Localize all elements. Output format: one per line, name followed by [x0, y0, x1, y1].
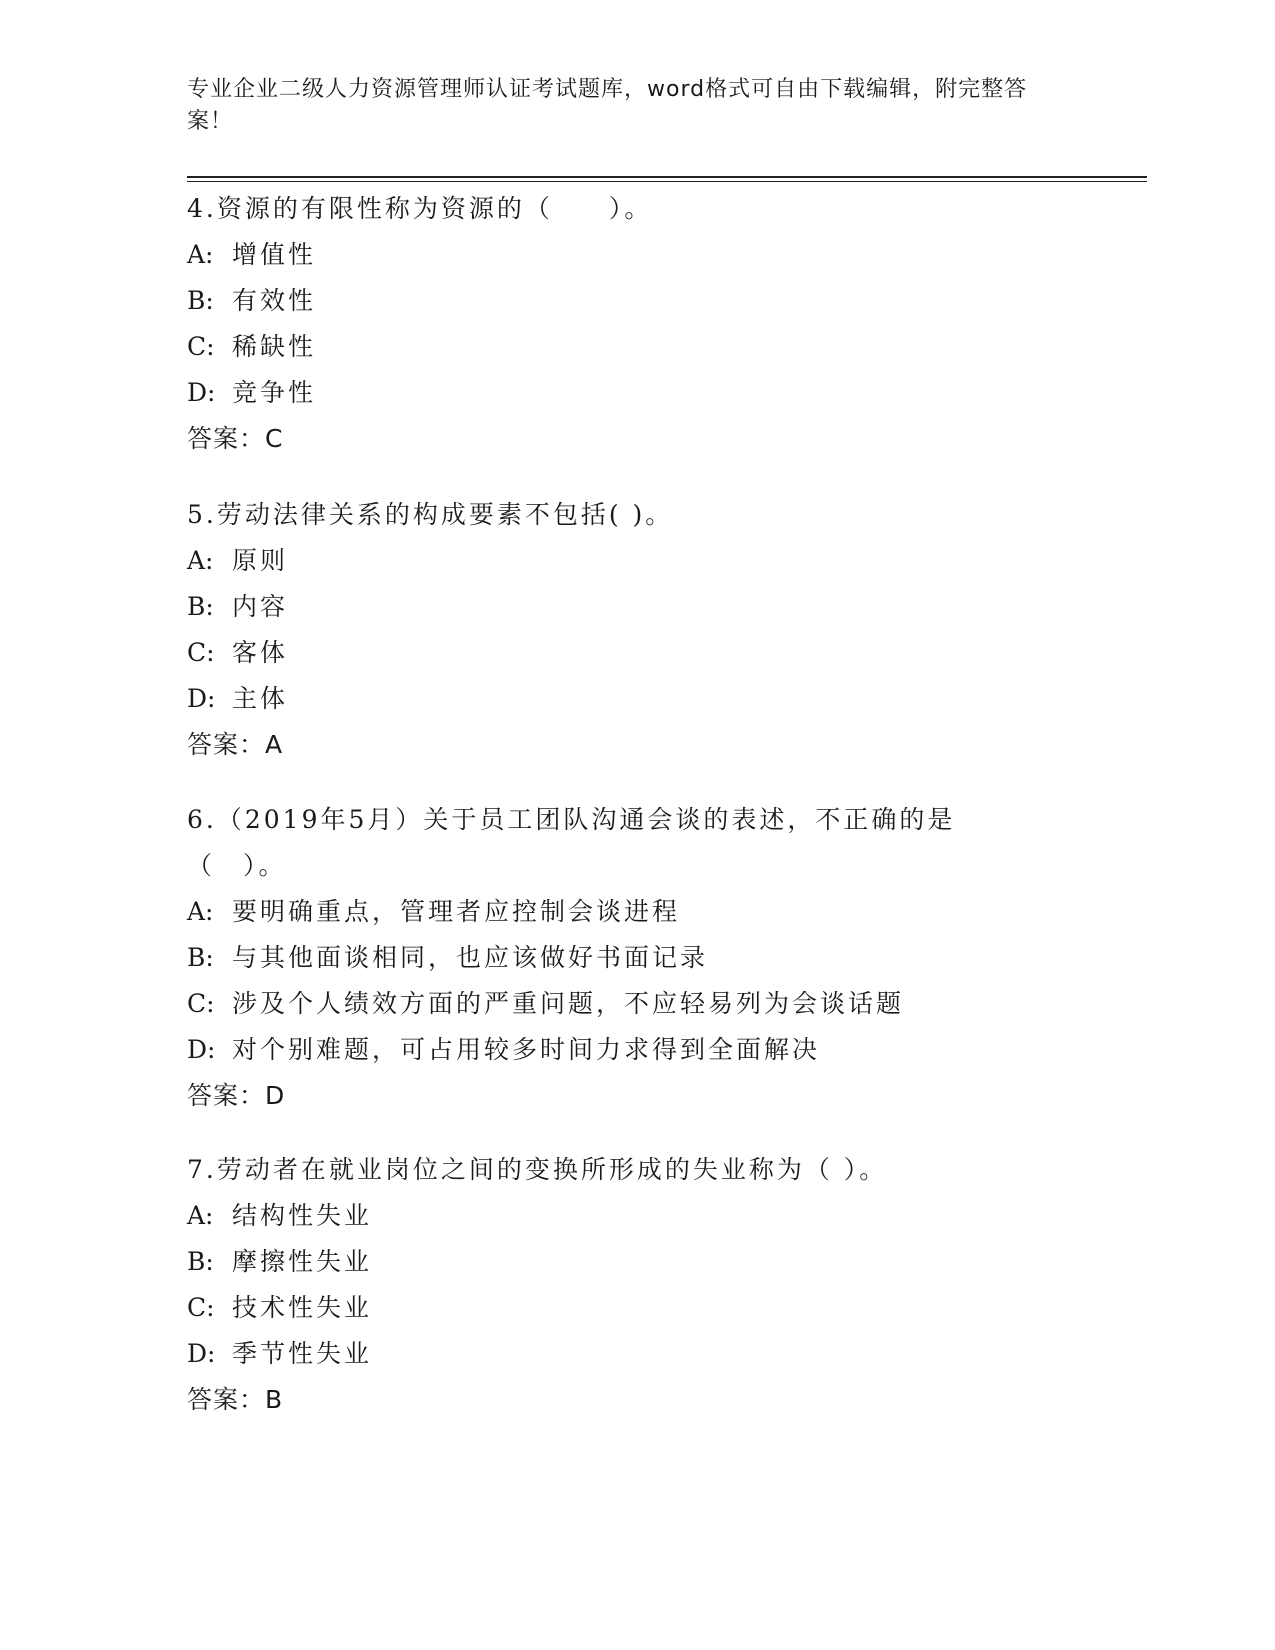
option-text: 内容 [232, 592, 289, 621]
question-stem: 6.（2019年5月）关于员工团队沟通会谈的表述，不正确的是（ ）。 [187, 805, 956, 880]
option-d [187, 676, 1067, 722]
question-stem: 7.劳动者在就业岗位之间的变换所形成的失业称为（ ）。 [187, 1155, 888, 1184]
option-b [187, 278, 1067, 324]
option-text: 摩擦性失业 [232, 1247, 373, 1276]
option-letter: D: [187, 684, 216, 713]
option-c [187, 324, 1067, 370]
option-c [187, 981, 1067, 1027]
question-stem: 4.资源的有限性称为资源的（ ）。 [187, 194, 653, 223]
option-b [187, 1239, 1067, 1285]
option-text: 对个别难题，可占用较多时间力求得到全面解决 [232, 1035, 821, 1064]
option-letter: D: [187, 1339, 216, 1368]
option-letter: B: [187, 286, 214, 315]
question-6 [187, 797, 1067, 1119]
option-letter: B: [187, 943, 214, 972]
option-letter: A: [187, 240, 214, 269]
option-text: 有效性 [232, 286, 317, 315]
answer-line: 答案：B [187, 1385, 284, 1414]
question-7 [187, 1147, 1067, 1423]
option-letter: A: [187, 546, 214, 575]
option-a [187, 889, 1067, 935]
option-text: 原则 [232, 546, 289, 575]
option-letter: C: [187, 332, 215, 361]
option-text: 技术性失业 [232, 1293, 373, 1322]
option-text: 要明确重点，管理者应控制会谈进程 [232, 897, 681, 926]
option-letter: D: [187, 1035, 216, 1064]
question-stem: 5.劳动法律关系的构成要素不包括( )。 [187, 500, 674, 529]
option-b [187, 935, 1067, 981]
option-letter: C: [187, 989, 215, 1018]
question-5 [187, 492, 1067, 768]
header-divider-thin [187, 181, 1147, 182]
option-d [187, 370, 1067, 416]
option-letter: C: [187, 638, 215, 667]
option-text: 与其他面谈相同，也应该做好书面记录 [232, 943, 709, 972]
option-text: 稀缺性 [232, 332, 317, 361]
option-letter: B: [187, 1247, 214, 1276]
option-a [187, 538, 1067, 584]
option-text: 竞争性 [232, 378, 317, 407]
option-letter: B: [187, 592, 214, 621]
option-b [187, 584, 1067, 630]
option-d [187, 1027, 1067, 1073]
option-text: 增值性 [232, 240, 317, 269]
answer-line: 答案：C [187, 424, 284, 453]
option-c [187, 630, 1067, 676]
option-text: 客体 [232, 638, 289, 667]
option-text: 季节性失业 [232, 1339, 373, 1368]
option-letter: D: [187, 378, 216, 407]
option-text: 结构性失业 [232, 1201, 373, 1230]
answer-line: 答案：A [187, 730, 284, 759]
option-c [187, 1285, 1067, 1331]
answer-line: 答案：D [187, 1081, 286, 1110]
option-letter: C: [187, 1293, 215, 1322]
option-d [187, 1331, 1067, 1377]
option-text: 主体 [232, 684, 289, 713]
option-letter: A: [187, 897, 214, 926]
option-a [187, 232, 1067, 278]
option-letter: A: [187, 1201, 214, 1230]
question-4 [187, 186, 1067, 462]
option-a [187, 1193, 1067, 1239]
option-text: 涉及个人绩效方面的严重问题，不应轻易列为会谈话题 [232, 989, 905, 1018]
header-divider-thick [187, 176, 1147, 178]
page-header-text: 专业企业二级人力资源管理师认证考试题库，word格式可自由下载编辑，附完整答案！ [187, 77, 1028, 134]
